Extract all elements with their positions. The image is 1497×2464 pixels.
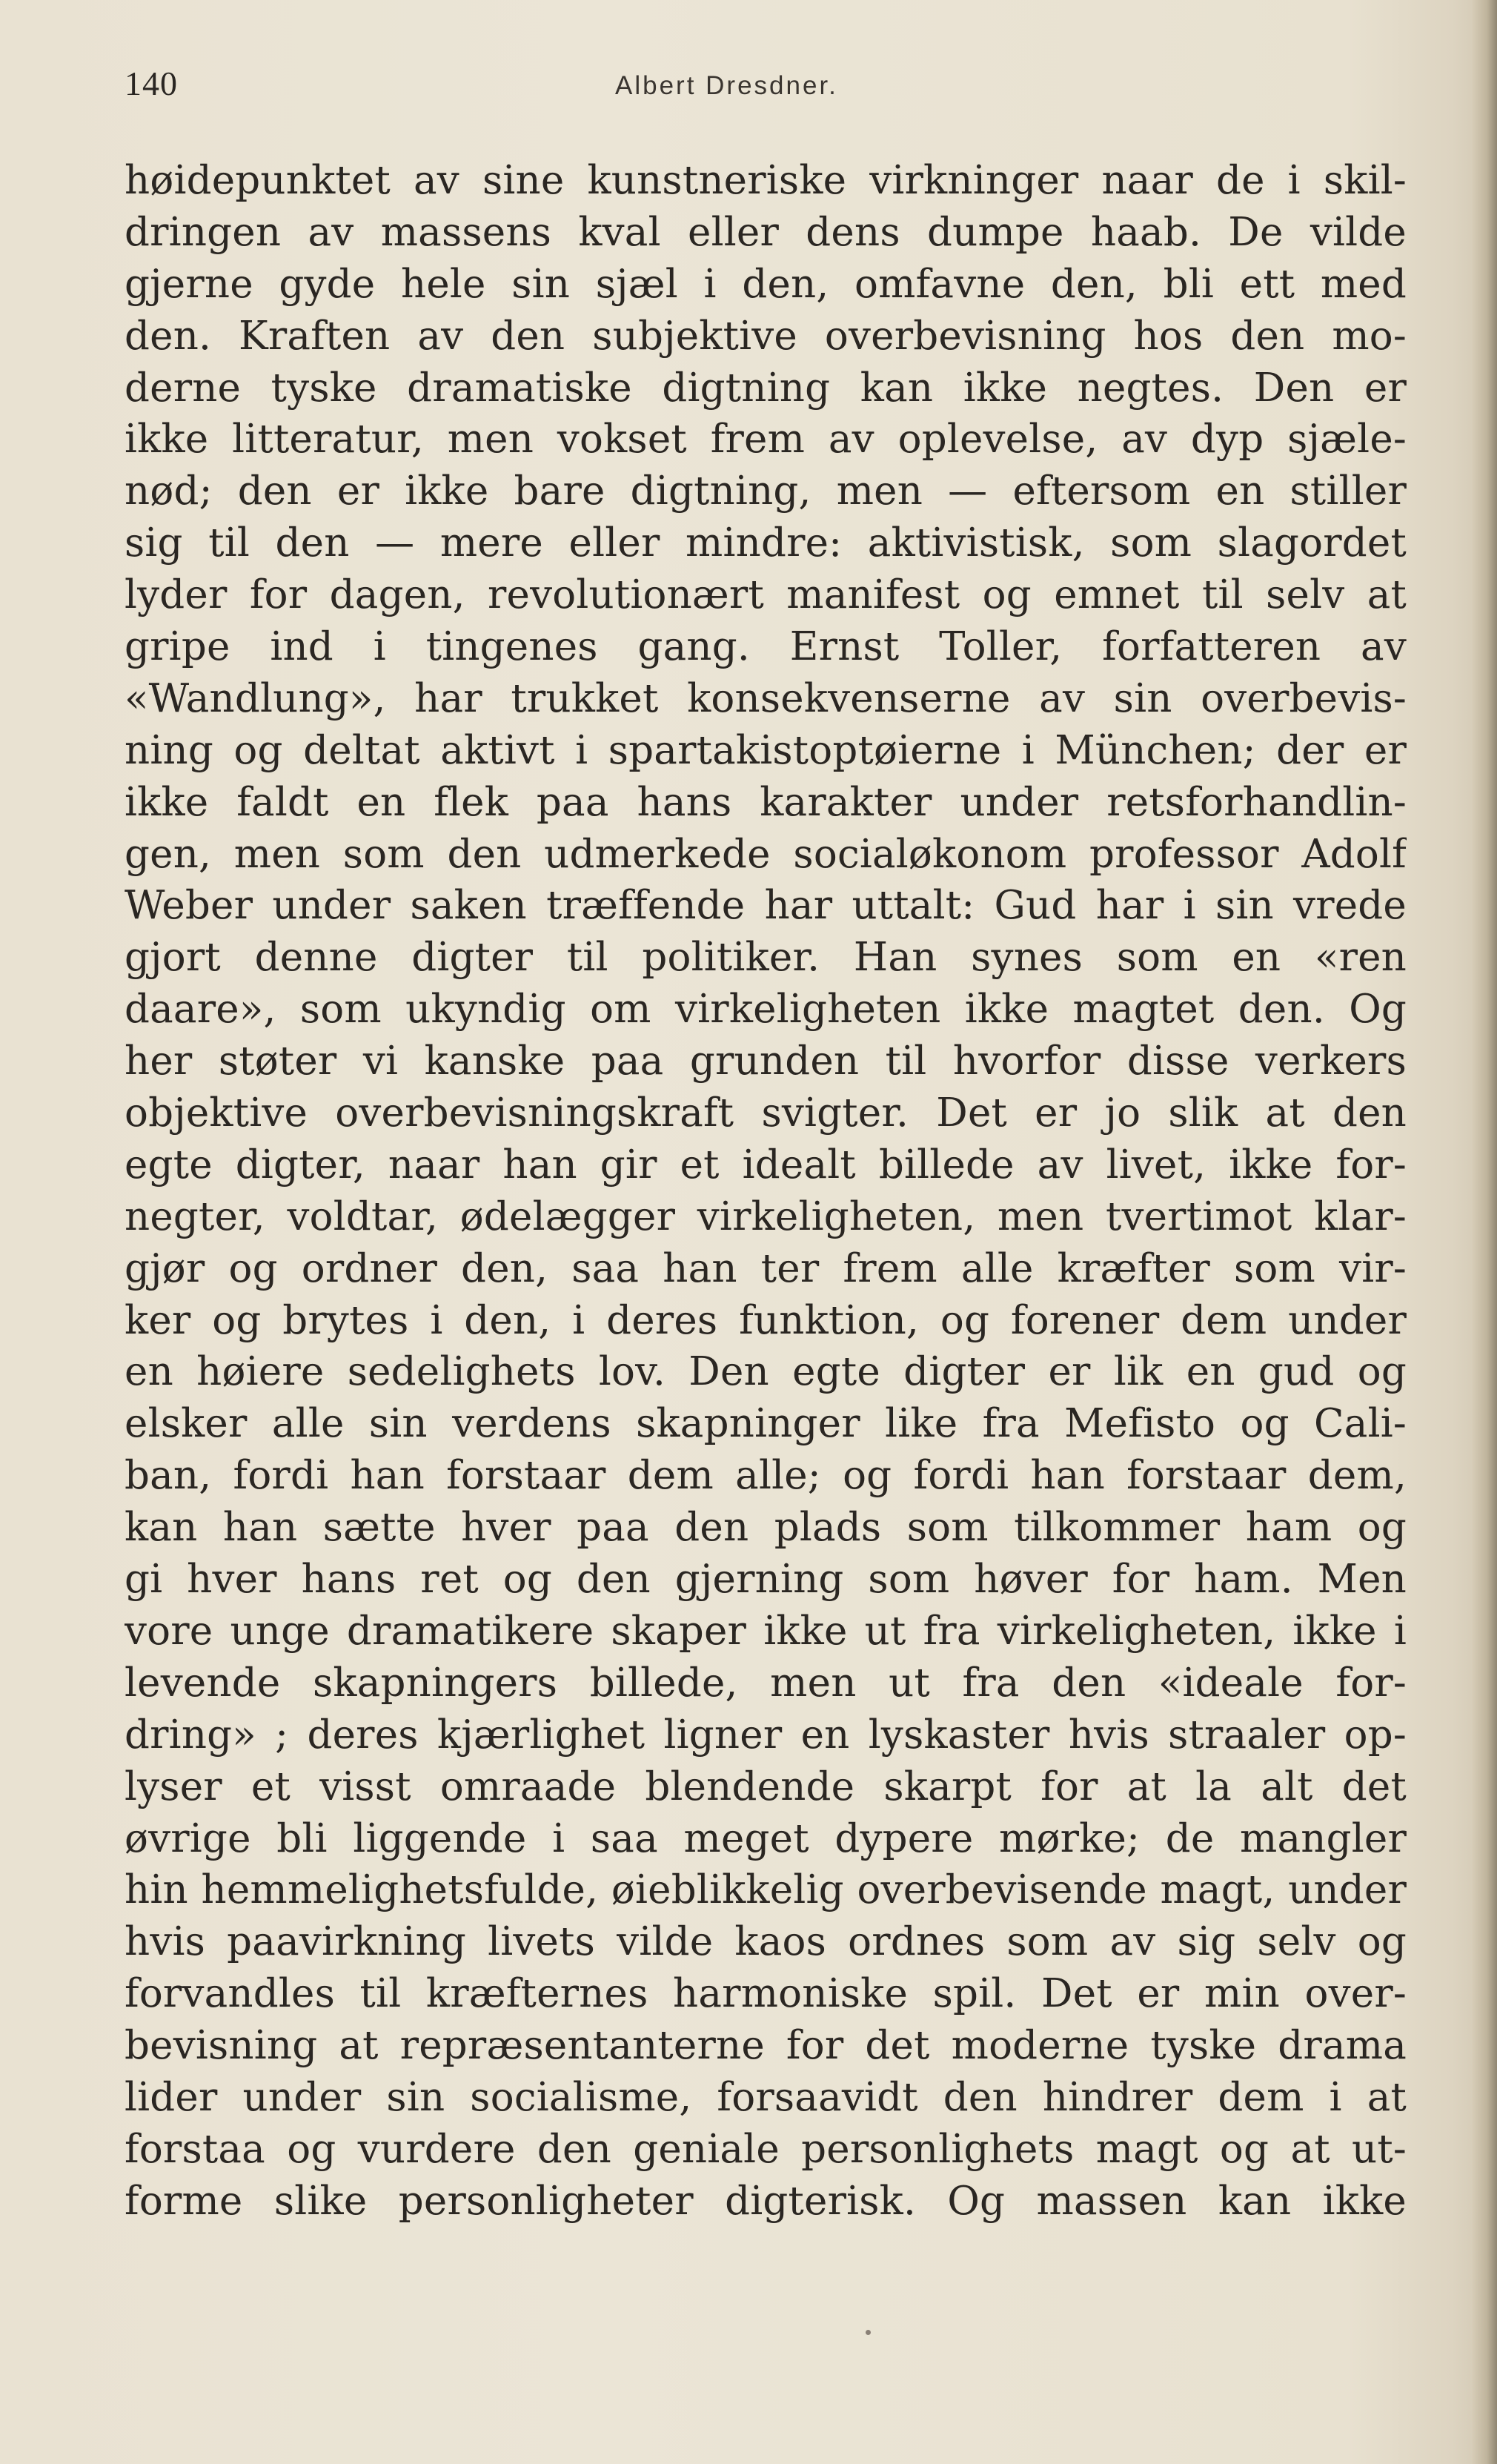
text-line: nød; den er ikke bare digtning, men — eftersom en stiller [125, 468, 1407, 514]
body-text [125, 155, 1407, 2228]
text-line: øvrige bli liggende i saa meget dypere mørke; de mangler [125, 1815, 1407, 1861]
text-line: forvandles til kræfternes harmoniske spil. Det er min over- [125, 1971, 1407, 2017]
text-line: forme slike personligheter digterisk. Og massen kan ikke [125, 2178, 1407, 2224]
text-line: gjerne gyde hele sin sjæl i den, omfavne den, bli ett med [125, 261, 1407, 307]
text-line: vore unge dramatikere skaper ikke ut fra virkeligheten, ikke i [125, 1608, 1407, 1654]
text-line: ikke litteratur, men vokset frem av oplevelse, av dyp sjæle- [125, 417, 1407, 463]
text-line: daare», som ukyndig om virkeligheten ikke magtet den. Og [125, 987, 1407, 1033]
text-line: gjør og ordner den, saa han ter frem alle kræfter som vir- [125, 1245, 1407, 1291]
text-line: lyder for dagen, revolutionært manifest og emnet til selv at [125, 572, 1407, 618]
text-line: en høiere sedelighets lov. Den egte digter er lik en gud og [125, 1349, 1407, 1395]
text-line: her støter vi kanske paa grunden til hvorfor disse verkers [125, 1039, 1407, 1084]
text-line: kan han sætte hver paa den plads som tilkommer ham og [125, 1505, 1407, 1551]
page-number: 140 [125, 64, 178, 102]
text-line: egte digter, naar han gir et idealt billede av livet, ikke for- [125, 1142, 1407, 1188]
text-line: gjort denne digter til politiker. Han synes som en «ren [125, 935, 1407, 981]
text-line: dring» ; deres kjærlighet ligner en lyskaster hvis straaler op- [125, 1712, 1407, 1758]
text-line: bevisning at repræsentanterne for det moderne tyske drama [125, 2023, 1407, 2069]
text-line: derne tyske dramatiske digtning kan ikke negtes. Den er [125, 365, 1407, 411]
text-line: dringen av massens kval eller dens dumpe haab. De vilde [125, 209, 1407, 255]
text-line: objektive overbevisningskraft svigter. Det er jo slik at den [125, 1090, 1407, 1136]
text-line: gripe ind i tingenes gang. Ernst Toller, forfatteren av [125, 624, 1407, 670]
text-line: ban, fordi han forstaar dem alle; og fordi han forstaar dem, [125, 1453, 1407, 1499]
text-line: hvis paavirkning livets vilde kaos ordnes som av sig selv og [125, 1919, 1407, 1965]
page-edge-shadow [1472, 0, 1497, 2464]
text-line: forstaa og vurdere den geniale personlighets magt og at ut- [125, 2126, 1407, 2172]
text-line: sig til den — mere eller mindre: aktivistisk, som slagordet [125, 520, 1407, 566]
text-line: ning og deltat aktivt i spartakistoptøierne i München; der er [125, 727, 1407, 773]
text-line: «Wandlung», har trukket konsekvenserne av sin overbevis- [125, 675, 1407, 721]
text-line: hin hemmelighetsfulde, øieblikkelig overbevisende magt, under [125, 1867, 1407, 1913]
text-line: ker og brytes i den, i deres funktion, og forener dem under [125, 1297, 1407, 1343]
page-header [125, 64, 1407, 116]
text-line: gen, men som den udmerkede socialøkonom professor Adolf [125, 831, 1407, 877]
text-line: lider under sin socialisme, forsaavidt den hindrer dem i at [125, 2074, 1407, 2120]
text-line: elsker alle sin verdens skapninger like fra Mefisto og Cali- [125, 1401, 1407, 1447]
text-line: Weber under saken træffende har uttalt: Gud har i sin vrede [125, 883, 1407, 929]
text-line: høidepunktet av sine kunstneriske virkninger naar de i skil- [125, 158, 1407, 203]
text-line: negter, voldtar, ødelægger virkeligheten, men tvertimot klar- [125, 1193, 1407, 1239]
text-line: levende skapningers billede, men ut fra den «ideale for- [125, 1660, 1407, 1706]
text-line: den. Kraften av den subjektive overbevisning hos den mo- [125, 313, 1407, 359]
text-line: gi hver hans ret og den gjerning som høver for ham. Men [125, 1557, 1407, 1603]
running-head: Albert Dresdner. [615, 71, 838, 100]
text-line: ikke faldt en flek paa hans karakter under retsforhandlin- [125, 779, 1407, 825]
ink-speck [866, 2330, 871, 2335]
text-line: lyser et visst omraade blendende skarpt for at la alt det [125, 1763, 1407, 1809]
